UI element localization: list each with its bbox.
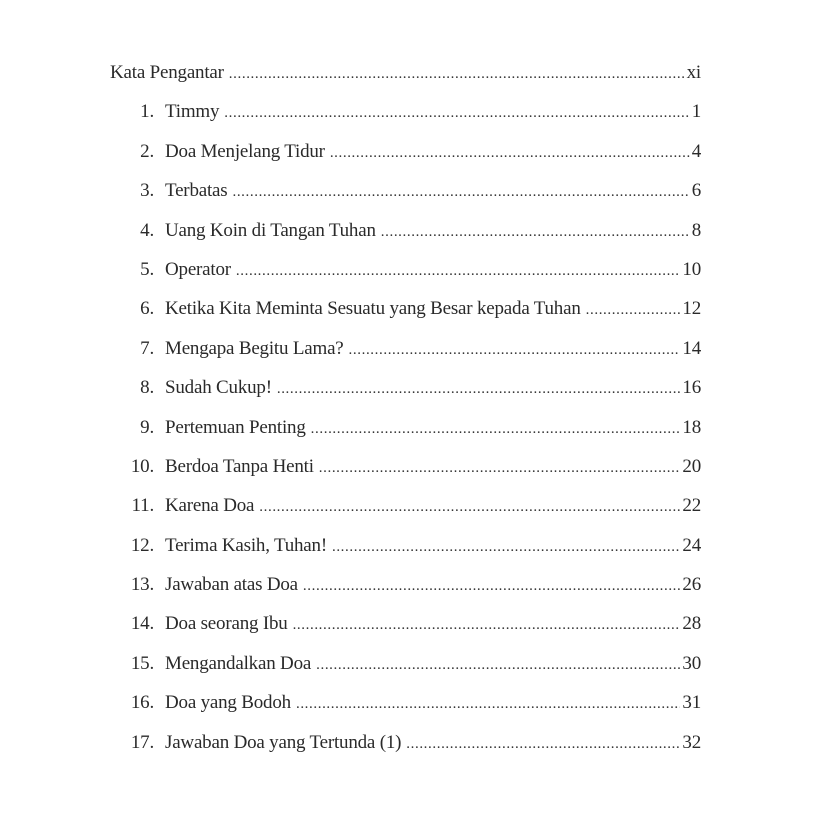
toc-entry-page: 22 <box>682 495 701 517</box>
toc-entry-title: Pertemuan Penting <box>165 416 306 438</box>
toc-entry-page: 24 <box>682 534 701 556</box>
toc-entry <box>110 289 701 328</box>
toc-entry-number: 12. <box>130 534 154 556</box>
toc-entry-number: 9. <box>140 416 154 438</box>
dot-leader <box>311 408 681 449</box>
toc-entry-number: 5. <box>140 258 154 280</box>
dot-leader <box>224 92 689 133</box>
dot-leader <box>229 53 685 94</box>
toc-entry-page: 32 <box>682 731 701 753</box>
toc-entry <box>110 723 701 762</box>
toc-entry-title: Terima Kasih, Tuhan! <box>165 534 327 556</box>
toc-entry <box>110 486 701 525</box>
toc-entry <box>110 132 701 171</box>
toc-entry-page: 16 <box>682 377 701 399</box>
toc-entry-page: 30 <box>682 652 701 674</box>
toc-entry <box>110 447 701 486</box>
toc-entry <box>110 644 701 683</box>
toc-entry <box>110 408 701 447</box>
toc-entry-page: 14 <box>682 337 701 359</box>
toc-entry-number: 16. <box>130 692 154 714</box>
toc-entry <box>110 250 701 289</box>
toc-entry-page: 12 <box>682 298 701 320</box>
dot-leader <box>349 329 681 370</box>
dot-leader <box>296 683 680 724</box>
toc-entry <box>110 171 701 210</box>
toc-entry-title: Kata Pengantar <box>110 62 224 83</box>
toc-entry-number: 2. <box>140 140 154 162</box>
toc-entry-number: 8. <box>140 377 154 399</box>
toc-entry-number: 4. <box>140 219 154 241</box>
toc-entry-title: Operator <box>165 258 231 280</box>
toc-entry-page: 31 <box>682 692 701 714</box>
toc-entry-title: Timmy <box>165 101 220 123</box>
dot-leader <box>236 250 680 291</box>
toc-entry-number: 13. <box>130 574 154 596</box>
toc-entry-page: 20 <box>682 455 701 477</box>
toc-entry-page: 10 <box>682 258 701 280</box>
toc-entry-title: Jawaban atas Doa <box>165 574 298 596</box>
toc-entry-page: 28 <box>682 613 701 635</box>
toc-entry-page: 18 <box>682 416 701 438</box>
toc-entry-page: 26 <box>682 574 701 596</box>
toc-entry-number: 10. <box>130 455 154 477</box>
dot-leader <box>406 723 680 764</box>
dot-leader <box>293 604 681 645</box>
toc-entry-page: 1 <box>691 101 701 123</box>
toc-entry-page: xi <box>686 62 701 83</box>
toc-entry <box>110 368 701 407</box>
dot-leader <box>381 211 690 252</box>
dot-leader <box>316 644 680 685</box>
toc-entry-title: Mengandalkan Doa <box>165 652 312 674</box>
dot-leader <box>277 368 681 409</box>
toc-entry-preface <box>110 53 701 92</box>
toc-entry-title: Ketika Kita Meminta Sesuatu yang Besar kepada Tuhan <box>165 298 581 320</box>
toc-entry-number: 17. <box>130 731 154 753</box>
toc-entry-number: 6. <box>140 298 154 320</box>
dot-leader <box>319 447 681 488</box>
toc-entry-title: Doa seorang Ibu <box>165 613 288 635</box>
toc-entry-title: Jawaban Doa yang Tertunda (1) <box>165 731 402 753</box>
toc-entry-title: Uang Koin di Tangan Tuhan <box>165 219 376 241</box>
toc-entry-title: Berdoa Tanpa Henti <box>165 455 314 477</box>
toc-entry <box>110 92 701 131</box>
toc-entry-title: Doa yang Bodoh <box>165 692 291 714</box>
toc-entry-number: 7. <box>140 337 154 359</box>
toc-entry-title: Terbatas <box>165 180 228 202</box>
dot-leader <box>332 526 680 567</box>
toc-entry-page: 6 <box>691 180 701 202</box>
toc-entry-title: Mengapa Begitu Lama? <box>165 337 344 359</box>
toc-entry-number: 3. <box>140 180 154 202</box>
toc-entry-page: 4 <box>691 140 701 162</box>
toc-entry-number: 15. <box>130 652 154 674</box>
toc-entry <box>110 604 701 643</box>
table-of-contents <box>110 53 701 762</box>
toc-entry-number: 11. <box>131 495 154 517</box>
toc-entry-number: 14. <box>130 613 154 635</box>
toc-entry <box>110 526 701 565</box>
dot-leader <box>586 289 681 330</box>
toc-entry-number: 1. <box>140 101 154 123</box>
toc-entry <box>110 565 701 604</box>
dot-leader <box>330 132 690 173</box>
toc-entry-title: Sudah Cukup! <box>165 377 272 399</box>
dot-leader <box>259 486 680 527</box>
toc-entry <box>110 329 701 368</box>
toc-entry-title: Doa Menjelang Tidur <box>165 140 325 162</box>
toc-entry-title: Karena Doa <box>165 495 255 517</box>
toc-entry-page: 8 <box>691 219 701 241</box>
dot-leader <box>232 171 689 212</box>
toc-entry <box>110 211 701 250</box>
dot-leader <box>303 565 680 606</box>
toc-entry <box>110 683 701 722</box>
